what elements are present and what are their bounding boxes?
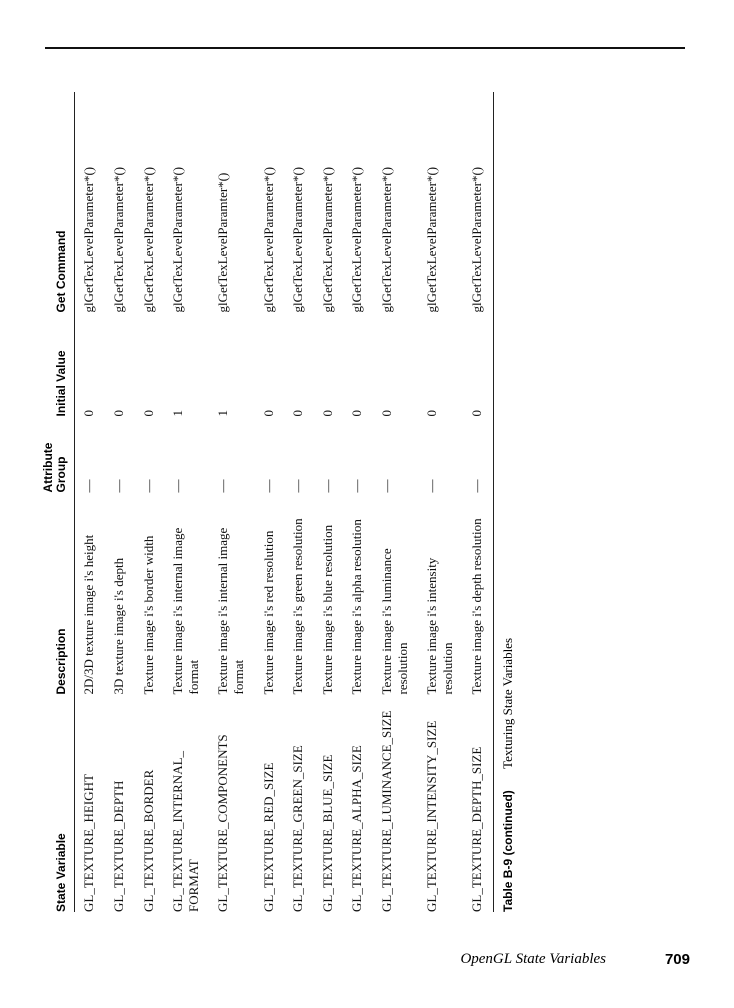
page-number: 709 bbox=[664, 951, 690, 968]
cell-state-variable: GL_TEXTURE_DEPTH_SIZE bbox=[469, 746, 485, 912]
cell-initial-value: 0 bbox=[349, 410, 365, 417]
cell-state-variable: GL_TEXTURE_COMPONENTS bbox=[215, 734, 231, 912]
cell-attribute-group: — bbox=[378, 479, 394, 493]
cell-state-variable: GL_TEXTURE_INTENSITY_SIZE bbox=[424, 720, 440, 912]
cell-get-command: glGetTexLevelParameter*() bbox=[424, 166, 440, 313]
cell-attribute-group: — bbox=[424, 479, 440, 493]
cell-description: Texture image i's internal image format bbox=[215, 527, 246, 695]
table-row bbox=[105, 92, 135, 912]
cell-initial-value: 0 bbox=[140, 410, 156, 417]
cell-description: Texture image i's green resolution bbox=[290, 518, 306, 695]
cell-initial-value: 0 bbox=[260, 410, 276, 417]
header-state-variable: State Variable bbox=[54, 833, 69, 912]
table-row bbox=[373, 92, 418, 912]
cell-description: Texture image i's alpha resolution bbox=[349, 519, 365, 695]
cell-attribute-group: — bbox=[140, 479, 156, 493]
cell-state-variable: GL_TEXTURE_DEPTH bbox=[110, 780, 126, 912]
cell-state-variable: GL_TEXTURE_BORDER bbox=[140, 769, 156, 912]
table-row bbox=[75, 92, 105, 912]
table-row bbox=[164, 92, 209, 912]
cell-get-command: glGetTexLevelParameter*() bbox=[260, 166, 276, 313]
cell-initial-value: 0 bbox=[290, 410, 306, 417]
caption-label: Table B-9 (continued) bbox=[500, 790, 515, 912]
cell-get-command: glGetTexLevelParameter*() bbox=[469, 166, 485, 313]
cell-get-command: glGetTexLevelParamter*() bbox=[215, 172, 231, 313]
cell-initial-value: 0 bbox=[378, 410, 394, 417]
cell-description: Texture image i's internal image format bbox=[170, 527, 201, 695]
cell-description: Texture image i's border width bbox=[140, 535, 156, 695]
header-description: Description bbox=[54, 628, 69, 695]
table-row bbox=[135, 92, 165, 912]
cell-attribute-group: — bbox=[349, 479, 365, 493]
cell-state-variable: GL_TEXTURE_GREEN_SIZE bbox=[290, 745, 306, 912]
cell-state-variable: GL_TEXTURE_RED_SIZE bbox=[260, 762, 276, 912]
cell-description: 3D texture image i's depth bbox=[110, 557, 126, 695]
cell-attribute-group: — bbox=[110, 479, 126, 493]
cell-get-command: glGetTexLevelParameter*() bbox=[290, 166, 306, 313]
cell-get-command: glGetTexLevelParameter*() bbox=[349, 166, 365, 313]
cell-state-variable: GL_TEXTURE_ALPHA_SIZE bbox=[349, 745, 365, 912]
cell-state-variable: GL_TEXTURE_INTERNAL_ FORMAT bbox=[170, 750, 201, 912]
cell-get-command: glGetTexLevelParameter*() bbox=[170, 166, 186, 313]
cell-description: Texture image i's luminance resolution bbox=[378, 548, 410, 695]
top-rule bbox=[45, 47, 685, 49]
cell-get-command: glGetTexLevelParameter*() bbox=[140, 166, 156, 313]
cell-attribute-group: — bbox=[81, 479, 97, 493]
table-row bbox=[418, 92, 463, 912]
table-row bbox=[314, 92, 344, 912]
header-initial-value: Initial Value bbox=[54, 350, 69, 417]
cell-description: Texture image i's red resolution bbox=[260, 530, 276, 695]
table-row bbox=[255, 92, 285, 912]
cell-attribute-group: — bbox=[290, 479, 306, 493]
rotated-table-block bbox=[42, 52, 542, 912]
cell-description: 2D/3D texture image i's height bbox=[81, 534, 97, 695]
cell-attribute-group: — bbox=[260, 479, 276, 493]
cell-initial-value: 1 bbox=[215, 410, 231, 417]
caption-text: Texturing State Variables bbox=[499, 637, 515, 769]
cell-attribute-group: — bbox=[469, 479, 485, 493]
cell-state-variable: GL_TEXTURE_LUMINANCE_SIZE bbox=[378, 710, 394, 912]
cell-state-variable: GL_TEXTURE_HEIGHT bbox=[81, 774, 97, 912]
cell-get-command: glGetTexLevelParameter*() bbox=[319, 166, 335, 313]
cell-get-command: glGetTexLevelParameter*() bbox=[110, 166, 126, 313]
cell-description: Texture image i's depth resolution bbox=[469, 518, 485, 695]
cell-description: Texture image i's intensity resolution bbox=[424, 557, 455, 695]
table-row bbox=[209, 92, 254, 912]
cell-attribute-group: — bbox=[319, 479, 335, 493]
cell-attribute-group: — bbox=[170, 479, 186, 493]
header-get-command: Get Command bbox=[54, 230, 69, 313]
cell-initial-value: 0 bbox=[110, 410, 126, 417]
running-title: OpenGL State Variables bbox=[460, 951, 606, 967]
table-body bbox=[75, 92, 494, 912]
cell-initial-value: 0 bbox=[319, 410, 335, 417]
table-row bbox=[463, 92, 493, 912]
table-header-row bbox=[42, 92, 75, 912]
cell-attribute-group: — bbox=[215, 479, 231, 493]
cell-initial-value: 0 bbox=[469, 410, 485, 417]
table-caption bbox=[500, 52, 516, 912]
cell-get-command: glGetTexLevelParameter*() bbox=[378, 166, 394, 313]
cell-initial-value: 0 bbox=[81, 410, 97, 417]
cell-description: Texture image i's blue resolution bbox=[319, 524, 335, 695]
cell-initial-value: 1 bbox=[170, 410, 186, 417]
table-row bbox=[284, 92, 314, 912]
cell-get-command: glGetTexLevelParameter*() bbox=[81, 166, 97, 313]
table-row bbox=[343, 92, 373, 912]
cell-state-variable: GL_TEXTURE_BLUE_SIZE bbox=[319, 754, 335, 912]
header-attribute-group: Attribute Group bbox=[41, 442, 69, 493]
state-variables-table bbox=[42, 92, 494, 912]
cell-initial-value: 0 bbox=[424, 410, 440, 417]
